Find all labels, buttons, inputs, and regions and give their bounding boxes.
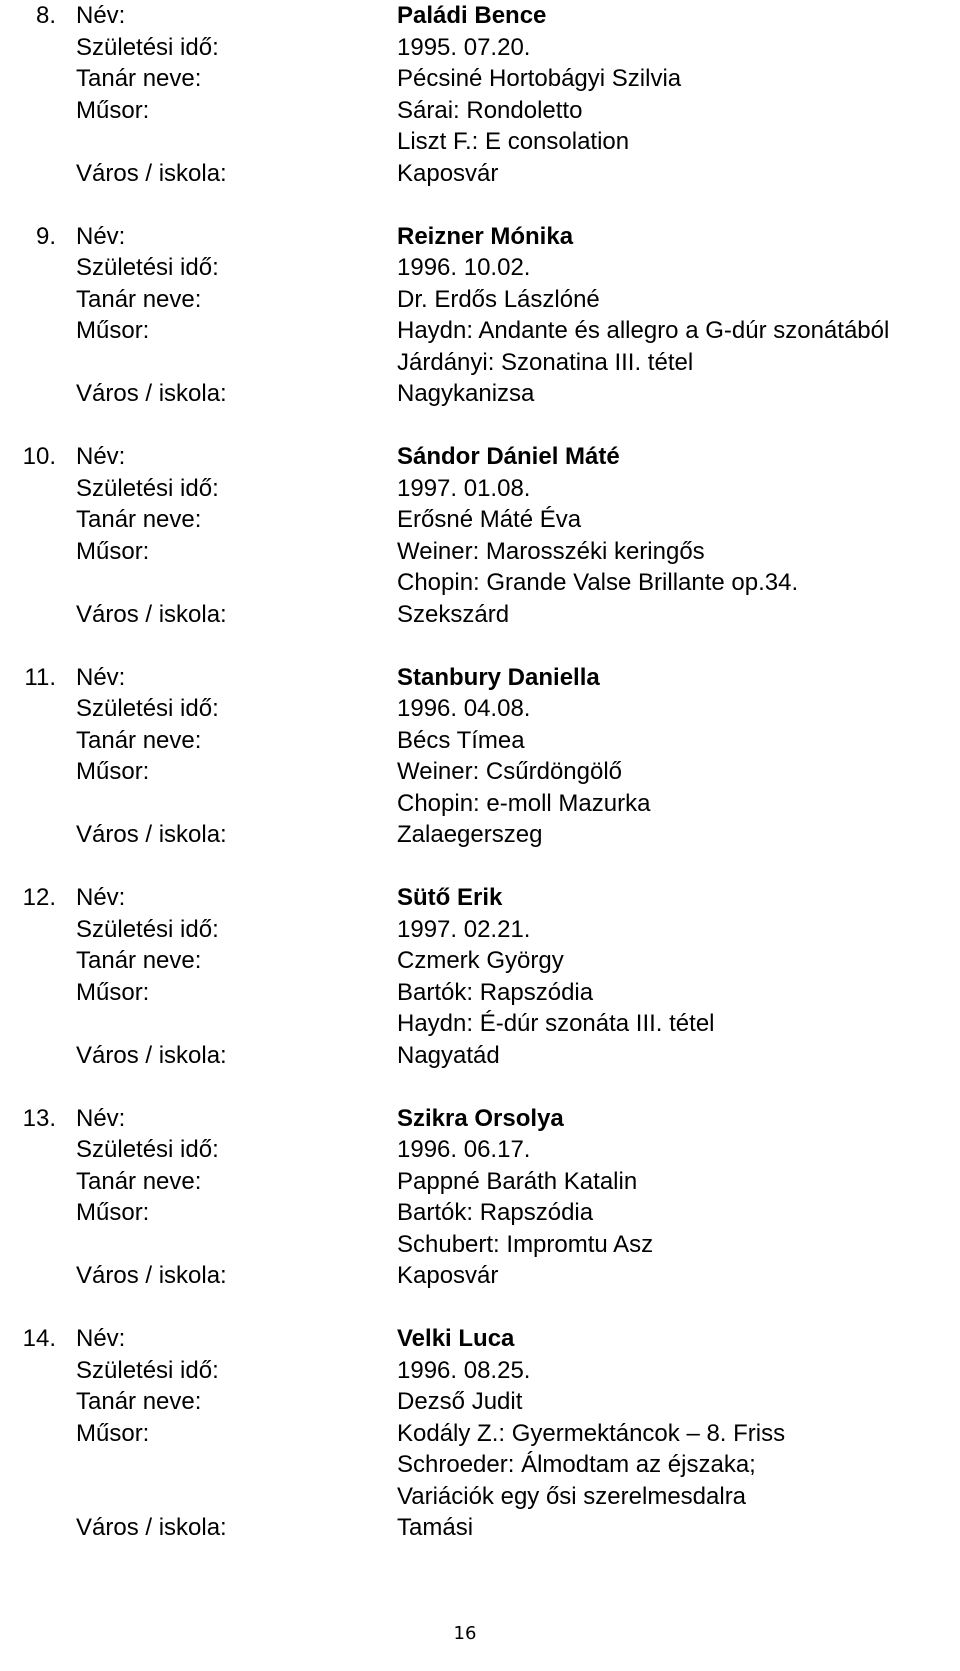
- program-row: [0, 1008, 960, 1040]
- teacher-name: Czmerk György: [397, 947, 564, 974]
- program-label: Műsor:: [76, 1419, 150, 1447]
- program-row: [0, 567, 960, 599]
- city-row: [0, 599, 960, 631]
- program-item: Schubert: Impromtu Asz: [397, 1230, 654, 1258]
- entry-number: 14.: [22, 1325, 56, 1352]
- teacher-name: Bécs Tímea: [397, 726, 525, 754]
- contestant-name: Sütő Erik: [397, 884, 503, 911]
- birth-label: Születési idő:: [76, 254, 219, 281]
- contestant-entry: [0, 441, 960, 630]
- city-label: Város / iskola:: [76, 1041, 227, 1069]
- contestant-name: Paládi Bence: [397, 2, 547, 29]
- contestant-entry: [0, 1323, 960, 1544]
- name-row: [0, 882, 960, 914]
- name-row: [0, 441, 960, 473]
- city-label: Város / iskola:: [76, 821, 227, 848]
- city-label: Város / iskola:: [76, 380, 227, 407]
- city-row: [0, 378, 960, 410]
- contestant-entry: [0, 662, 960, 851]
- program-row: [0, 1418, 960, 1450]
- city-label: Város / iskola:: [76, 600, 227, 628]
- program-row: [0, 1229, 960, 1261]
- teacher-row: [0, 1166, 960, 1198]
- program-row: [0, 1449, 960, 1481]
- birth-row: [0, 473, 960, 505]
- contestant-entry: [0, 882, 960, 1071]
- program-item: Weiner: Marosszéki keringős: [397, 537, 705, 565]
- birth-row: [0, 252, 960, 284]
- program-item: Chopin: Grande Valse Brillante op.34.: [397, 569, 799, 596]
- city-name: Tamási: [397, 1514, 474, 1541]
- name-row: [0, 662, 960, 694]
- entry-number: 12.: [22, 884, 56, 911]
- program-item: Weiner: Csűrdöngölő: [397, 758, 623, 785]
- name-label: Név:: [76, 663, 126, 691]
- contestant-entry: [0, 221, 960, 410]
- program-item: Variációk egy ősi szerelmesdalra: [397, 1482, 747, 1510]
- city-label: Város / iskola:: [76, 159, 227, 187]
- city-label: Város / iskola:: [76, 1262, 227, 1289]
- program-item: Bartók: Rapszódia: [397, 1199, 594, 1226]
- teacher-label: Tanár neve:: [76, 65, 202, 92]
- program-item: Kodály Z.: Gyermektáncok – 8. Friss: [397, 1419, 786, 1447]
- program-label: Műsor:: [76, 758, 150, 785]
- contestant-name: Sándor Dániel Máté: [397, 443, 620, 470]
- birth-date: 1996. 08.25.: [397, 1356, 531, 1384]
- teacher-name: Erősné Máté Éva: [397, 506, 582, 533]
- birth-row: [0, 693, 960, 725]
- teacher-label: Tanár neve:: [76, 726, 202, 754]
- teacher-name: Dr. Erdős Lászlóné: [397, 285, 600, 313]
- program-row: [0, 977, 960, 1009]
- program-row: [0, 756, 960, 788]
- program-row: [0, 536, 960, 568]
- city-name: Nagyatád: [397, 1041, 500, 1069]
- contestant-entry: [0, 1103, 960, 1292]
- program-row: [0, 315, 960, 347]
- city-name: Kaposvár: [397, 159, 499, 187]
- contestant-name: Velki Luca: [397, 1325, 515, 1352]
- name-label: Név:: [76, 2, 126, 29]
- city-name: Kaposvár: [397, 1262, 499, 1289]
- name-label: Név:: [76, 884, 126, 911]
- birth-date: 1995. 07.20.: [397, 33, 531, 61]
- teacher-name: Pécsiné Hortobágyi Szilvia: [397, 65, 682, 92]
- city-name: Szekszárd: [397, 600, 510, 628]
- program-item: Haydn: É-dúr szonáta III. tétel: [397, 1010, 715, 1037]
- entry-number: 13.: [22, 1104, 56, 1132]
- contestant-name: Reizner Mónika: [397, 222, 574, 250]
- program-item: Haydn: Andante és allegro a G-dúr szonátából: [397, 317, 890, 344]
- teacher-row: [0, 284, 960, 316]
- program-row: [0, 95, 960, 127]
- birth-row: [0, 1134, 960, 1166]
- entry-number: 9.: [35, 222, 56, 250]
- birth-label: Születési idő:: [76, 474, 219, 502]
- program-row: [0, 1197, 960, 1229]
- program-label: Műsor:: [76, 1199, 150, 1226]
- city-row: [0, 819, 960, 851]
- birth-date: 1997. 02.21.: [397, 915, 531, 943]
- program-item: Bartók: Rapszódia: [397, 978, 594, 1006]
- birth-label: Születési idő:: [76, 695, 219, 722]
- program-row: [0, 126, 960, 158]
- city-label: Város / iskola:: [76, 1514, 227, 1541]
- entry-number: 10.: [22, 443, 56, 470]
- birth-label: Születési idő:: [76, 1136, 219, 1163]
- name-label: Név:: [76, 1325, 126, 1352]
- program-label: Műsor:: [76, 317, 150, 344]
- city-row: [0, 1512, 960, 1544]
- birth-label: Születési idő:: [76, 915, 219, 943]
- name-label: Név:: [76, 443, 126, 470]
- teacher-name: Dezső Judit: [397, 1388, 523, 1415]
- page-number: 16: [453, 1623, 477, 1644]
- city-name: Nagykanizsa: [397, 380, 535, 407]
- teacher-row: [0, 63, 960, 95]
- teacher-label: Tanár neve:: [76, 1167, 202, 1195]
- city-row: [0, 1260, 960, 1292]
- birth-label: Születési idő:: [76, 33, 219, 61]
- name-row: [0, 1323, 960, 1355]
- program-item: Járdányi: Szonatina III. tétel: [397, 348, 694, 376]
- birth-date: 1996. 10.02.: [397, 254, 531, 281]
- program-row: [0, 347, 960, 379]
- program-row: [0, 788, 960, 820]
- entry-number: 11.: [24, 663, 56, 691]
- birth-row: [0, 914, 960, 946]
- program-label: Műsor:: [76, 96, 150, 124]
- birth-date: 1996. 06.17.: [397, 1136, 531, 1163]
- birth-date: 1997. 01.08.: [397, 474, 531, 502]
- city-name: Zalaegerszeg: [397, 821, 543, 848]
- entry-number: 8.: [35, 2, 56, 29]
- teacher-name: Pappné Baráth Katalin: [397, 1167, 638, 1195]
- contestant-name: Stanbury Daniella: [397, 663, 600, 691]
- program-item: Liszt F.: E consolation: [397, 128, 630, 155]
- name-row: [0, 221, 960, 253]
- program-row: [0, 1481, 960, 1513]
- birth-row: [0, 32, 960, 64]
- teacher-label: Tanár neve:: [76, 285, 202, 313]
- teacher-label: Tanár neve:: [76, 506, 202, 533]
- program-label: Műsor:: [76, 978, 150, 1006]
- name-label: Név:: [76, 222, 126, 250]
- birth-label: Születési idő:: [76, 1356, 219, 1384]
- teacher-row: [0, 1386, 960, 1418]
- contestant-entry: [0, 0, 960, 189]
- name-row: [0, 0, 960, 32]
- program-item: Chopin: e-moll Mazurka: [397, 789, 651, 817]
- teacher-row: [0, 725, 960, 757]
- name-label: Név:: [76, 1104, 126, 1132]
- teacher-label: Tanár neve:: [76, 1388, 202, 1415]
- city-row: [0, 1040, 960, 1072]
- birth-row: [0, 1355, 960, 1387]
- city-row: [0, 158, 960, 190]
- program-item: Sárai: Rondoletto: [397, 96, 583, 124]
- contestant-name: Szikra Orsolya: [397, 1104, 564, 1132]
- program-item: Schroeder: Álmodtam az éjszaka;: [397, 1451, 756, 1478]
- name-row: [0, 1103, 960, 1135]
- birth-date: 1996. 04.08.: [397, 695, 531, 722]
- teacher-row: [0, 504, 960, 536]
- teacher-row: [0, 945, 960, 977]
- teacher-label: Tanár neve:: [76, 947, 202, 974]
- program-label: Műsor:: [76, 537, 150, 565]
